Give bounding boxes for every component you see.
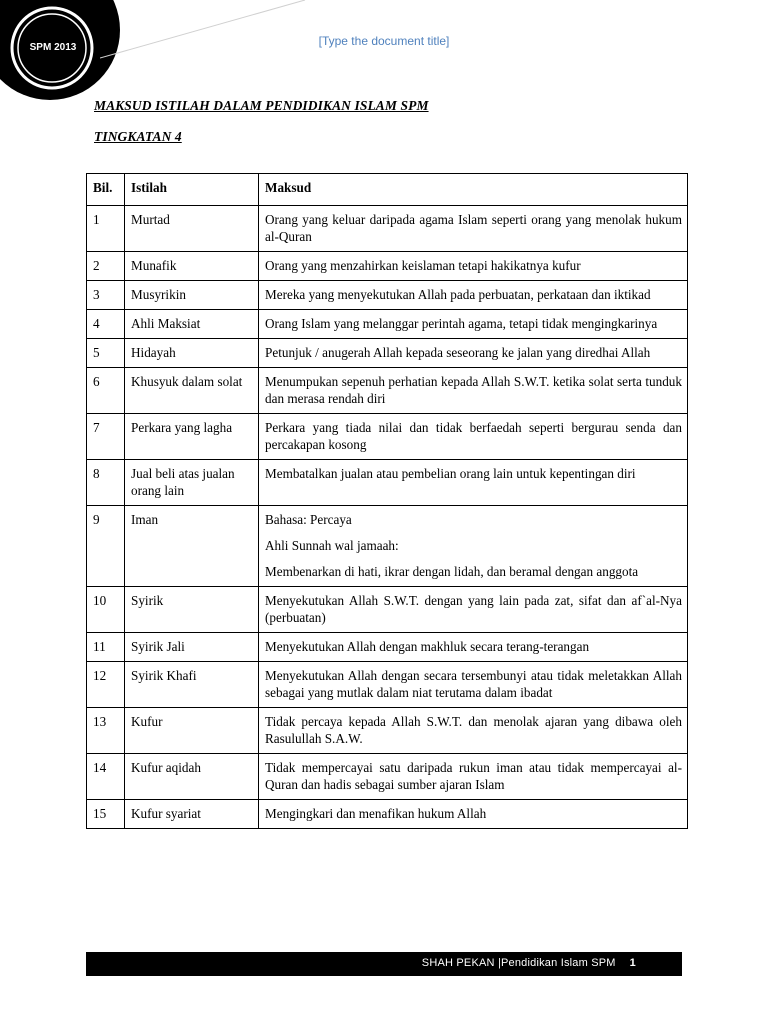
meaning-paragraph: Orang yang menzahirkan keislaman tetapi hakikatnya kufur: [265, 258, 581, 273]
header-decorative-line: [100, 0, 310, 60]
row-number: 12: [87, 662, 125, 708]
row-number: 8: [87, 460, 125, 506]
meaning-paragraph: Menyekutukan Allah dengan makhluk secara terang-terangan: [265, 639, 590, 654]
row-term: Jual beli atas jualan orang lain: [125, 460, 259, 506]
table-row: [87, 708, 688, 754]
meaning-paragraph: Menyekutukan Allah dengan secara tersembunyi atau tidak meletakkan Allah sebagai yang mutlak dalam niat terutama dalam ibadat: [265, 668, 682, 700]
row-term: Hidayah: [125, 339, 259, 368]
row-number: 5: [87, 339, 125, 368]
row-meaning: [259, 506, 688, 587]
document-title-placeholder[interactable]: [Type the document title]: [318, 34, 450, 48]
table-row: [87, 460, 688, 506]
terms-table: [86, 173, 688, 829]
row-number: 15: [87, 800, 125, 829]
meaning-paragraph: Membatalkan jualan atau pembelian orang lain untuk kepentingan diri: [265, 466, 636, 481]
meaning-paragraph: Membenarkan di hati, ikrar dengan lidah, dan beramal dengan anggota: [265, 564, 639, 579]
row-number: 2: [87, 252, 125, 281]
table-row: [87, 506, 688, 587]
table-body: [87, 206, 688, 829]
meaning-paragraph: Tidak percaya kepada Allah S.W.T. dan menolak ajaran yang dibawa oleh Rasulullah S.A.W.: [265, 714, 682, 746]
meaning-paragraph: Mereka yang menyekutukan Allah pada perbuatan, perkataan dan iktikad: [265, 287, 651, 302]
row-number: 1: [87, 206, 125, 252]
table-row: [87, 662, 688, 708]
column-header-maksud: Maksud: [259, 174, 688, 206]
table-row: [87, 339, 688, 368]
row-term: Perkara yang lagha: [125, 414, 259, 460]
footer-text: [422, 957, 636, 969]
row-term: Syirik Khafi: [125, 662, 259, 708]
meaning-paragraph: Menyekutukan Allah S.W.T. dengan yang lain pada zat, sifat dan af`al-Nya (perbuatan): [265, 593, 682, 625]
row-number: 10: [87, 587, 125, 633]
row-meaning: [259, 633, 688, 662]
row-meaning: [259, 252, 688, 281]
table-row: [87, 800, 688, 829]
table-row: [87, 587, 688, 633]
row-number: 11: [87, 633, 125, 662]
row-meaning: [259, 206, 688, 252]
row-term: Kufur aqidah: [125, 754, 259, 800]
row-term: Munafik: [125, 252, 259, 281]
meaning-paragraph: Orang yang keluar daripada agama Islam seperti orang yang menolak hukum al-Quran: [265, 212, 682, 244]
meaning-paragraph: Perkara yang tiada nilai dan tidak berfaedah seperti bergurau senda dan percakapan kosong: [265, 420, 682, 452]
badge-label: SPM 2013: [29, 42, 77, 53]
meaning-paragraph: Ahli Sunnah wal jamaah:: [265, 538, 399, 553]
row-term: Khusyuk dalam solat: [125, 368, 259, 414]
meaning-paragraph: Menumpukan sepenuh perhatian kepada Allah S.W.T. ketika solat serta tunduk dan merasa rendah diri: [265, 374, 682, 406]
table-row: [87, 754, 688, 800]
row-number: 7: [87, 414, 125, 460]
row-meaning: [259, 460, 688, 506]
footer-bar: [86, 952, 682, 976]
table-row: [87, 206, 688, 252]
meaning-paragraph: Tidak mempercayai satu daripada rukun iman atau tidak mempercayai al-Quran dan hadis sebagai sumber ajaran Islam: [265, 760, 682, 792]
row-term: Syirik: [125, 587, 259, 633]
table-row: [87, 368, 688, 414]
row-meaning: [259, 368, 688, 414]
table-row: [87, 633, 688, 662]
row-term: Kufur: [125, 708, 259, 754]
row-term: Kufur syariat: [125, 800, 259, 829]
row-number: 6: [87, 368, 125, 414]
column-header-bil: Bil.: [87, 174, 125, 206]
row-meaning: [259, 662, 688, 708]
row-meaning: [259, 708, 688, 754]
row-term: Iman: [125, 506, 259, 587]
table-row: [87, 310, 688, 339]
row-meaning: [259, 800, 688, 829]
row-meaning: [259, 310, 688, 339]
row-number: 3: [87, 281, 125, 310]
row-number: 4: [87, 310, 125, 339]
row-meaning: [259, 754, 688, 800]
row-meaning: [259, 587, 688, 633]
table-row: [87, 414, 688, 460]
meaning-paragraph: Bahasa: Percaya: [265, 512, 352, 527]
row-number: 13: [87, 708, 125, 754]
table-row: [87, 252, 688, 281]
page-title: MAKSUD ISTILAH DALAM PENDIDIKAN ISLAM SPM: [94, 98, 429, 113]
table-header-row: [87, 174, 688, 206]
row-term: Musyrikin: [125, 281, 259, 310]
row-number: 14: [87, 754, 125, 800]
meaning-paragraph: Petunjuk / anugerah Allah kepada seseorang ke jalan yang diredhai Allah: [265, 345, 651, 360]
row-number: 9: [87, 506, 125, 587]
footer-page-number: 1: [629, 957, 636, 969]
row-term: Ahli Maksiat: [125, 310, 259, 339]
footer-label: SHAH PEKAN |Pendidikan Islam SPM: [421, 957, 616, 969]
row-meaning: [259, 414, 688, 460]
page-subtitle: TINGKATAN 4: [94, 129, 182, 144]
meaning-paragraph: Orang Islam yang melanggar perintah agama, tetapi tidak mengingkarinya: [265, 316, 658, 331]
row-term: Murtad: [125, 206, 259, 252]
row-meaning: [259, 339, 688, 368]
meaning-paragraph: Mengingkari dan menafikan hukum Allah: [265, 806, 487, 821]
column-header-istilah: Istilah: [125, 174, 259, 206]
row-term: Syirik Jali: [125, 633, 259, 662]
table-row: [87, 281, 688, 310]
row-meaning: [259, 281, 688, 310]
